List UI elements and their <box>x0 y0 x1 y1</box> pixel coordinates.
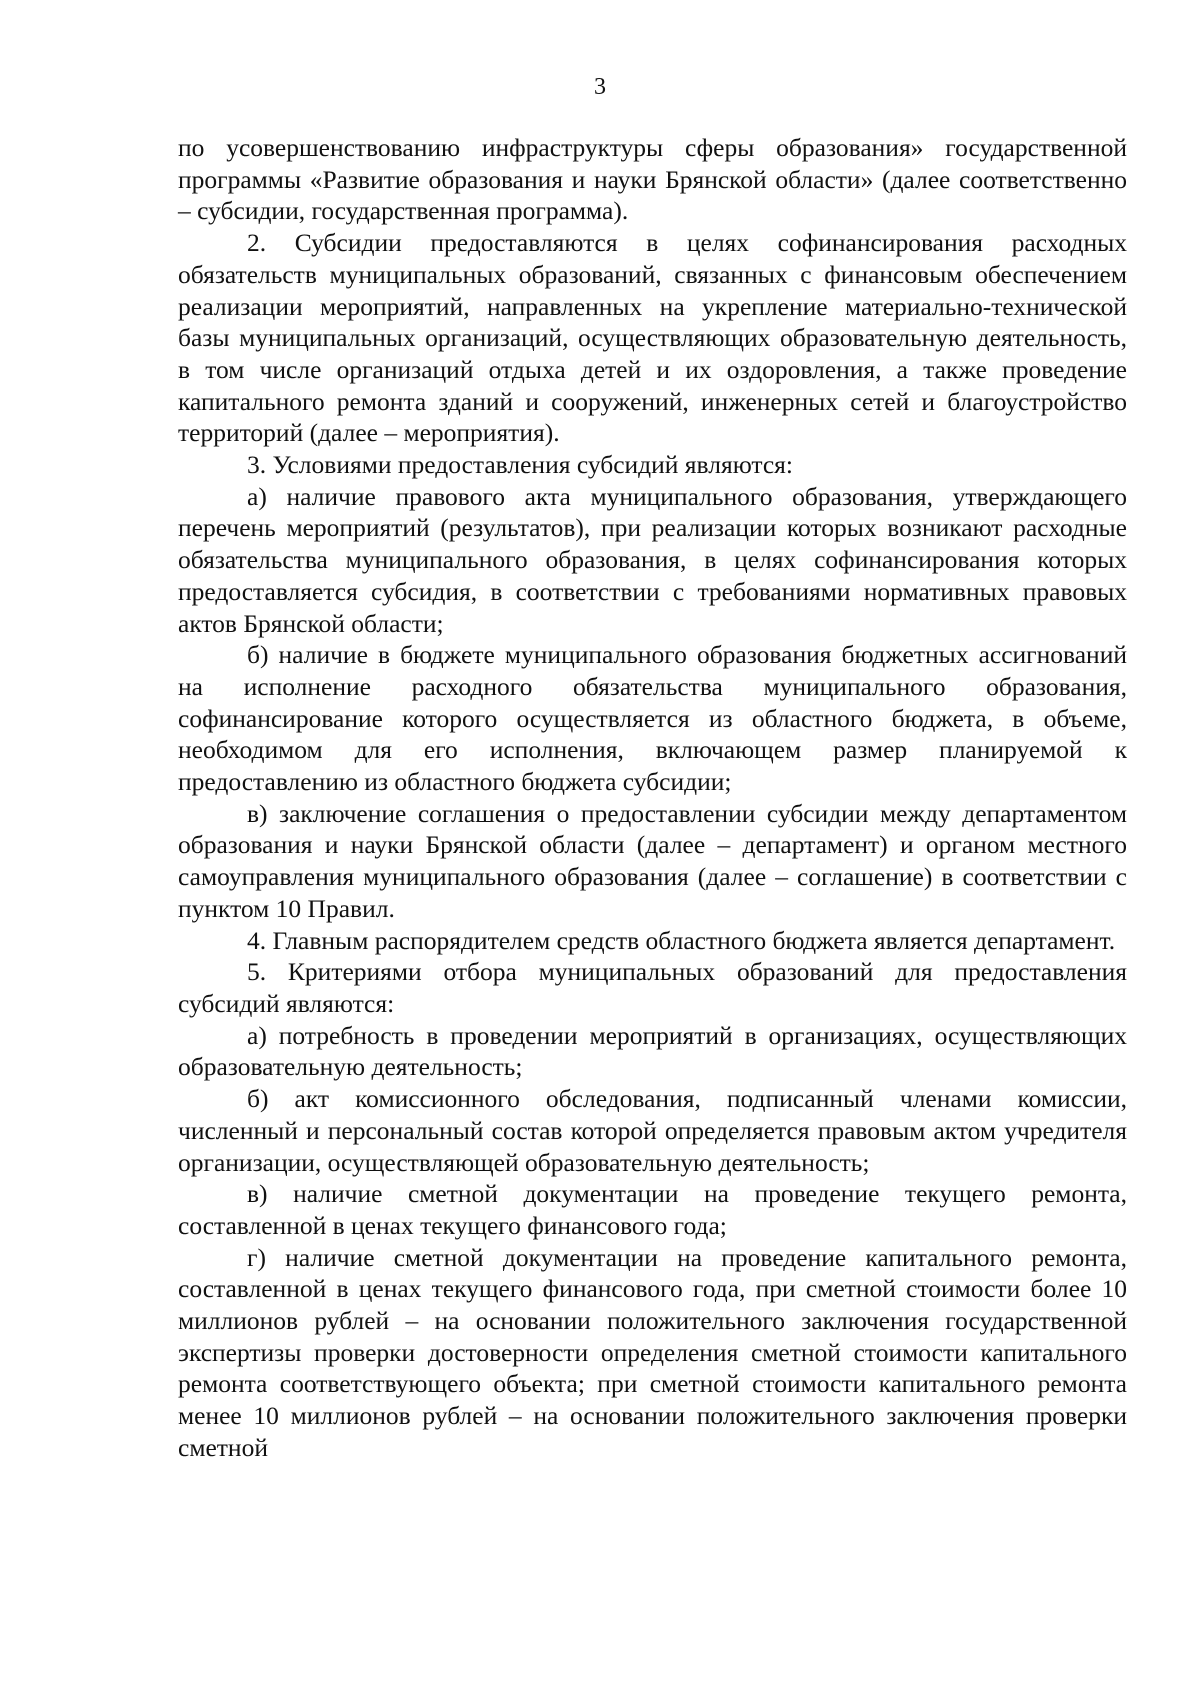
paragraph: 3. Условиями предоставления субсидий являются: <box>247 450 793 480</box>
paragraph: в) наличие сметной документации на проведение текущего ремонта, составленной в ценах текущего финансового года; <box>178 1179 1127 1240</box>
paragraph: 2. Субсидии предоставляются в целях софинансирования расходных обязательств муниципальных образований, связанных с финансовым обеспечением реализации мероприятий, направленных на укрепление материально-технической базы муниципальных организаций, осуществляющих образовательную деятельность, в том числе организаций отдыха детей и их оздоровления, а также проведение капитального ремонта зданий и сооружений, инженерных сетей и благоустройство территорий (далее – мероприятия). <box>178 228 1127 448</box>
paragraph: г) наличие сметной документации на проведение капитального ремонта, составленной в ценах текущего финансового года, при сметной стоимости более 10 миллионов рублей – на основании положительного заключения государственной экспертизы проверки достоверности определения сметной стоимости капитального ремонта соответствующего объекта; при сметной стоимости капитального ремонта менее 10 миллионов рублей – на основании положительного заключения проверки сметной <box>178 1242 1127 1462</box>
paragraph: в) заключение соглашения о предоставлении субсидии между департаментом образования и науки Брянской области (далее – департамент) и органом местного самоуправления муниципального образования (далее – соглашение) в соответствии с пунктом 10 Правил. <box>178 798 1127 923</box>
paragraph: б) акт комиссионного обследования, подписанный членами комиссии, численный и персональный состав которой определяется правовым актом учредителя организации, осуществляющей образовательную деятельность; <box>178 1084 1127 1177</box>
paragraph: а) потребность в проведении мероприятий в организациях, осуществляющих образовательную деятельность; <box>178 1020 1127 1082</box>
document-body <box>178 132 1127 1464</box>
page-number: 3 <box>594 74 606 100</box>
paragraph: по усовершенствованию инфраструктуры сферы образования» государственной программы «Развитие образования и науки Брянской области» (далее соответственно – субсидии, государственная программа). <box>178 133 1127 226</box>
paragraph: 5. Критериями отбора муниципальных образований для предоставления субсидий являются: <box>178 957 1127 1018</box>
paragraph: а) наличие правового акта муниципального образования, утверждающего перечень мероприятий (результатов), при реализации которых возникают расходные обязательства муниципального образования, в целях софинансирования которых предоставляется субсидия, в соответствии с требованиями нормативных правовых актов Брянской области; <box>178 481 1127 638</box>
paragraph: 4. Главным распорядителем средств областного бюджета является департамент. <box>247 925 1116 955</box>
paragraph: б) наличие в бюджете муниципального образования бюджетных ассигнований на исполнение расходного обязательства муниципального образования, софинансирование которого осуществляется из областного бюджета, в объеме, необходимом для его исполнения, включающем размер планируемой к предоставлению из областного бюджета субсидии; <box>178 640 1127 797</box>
